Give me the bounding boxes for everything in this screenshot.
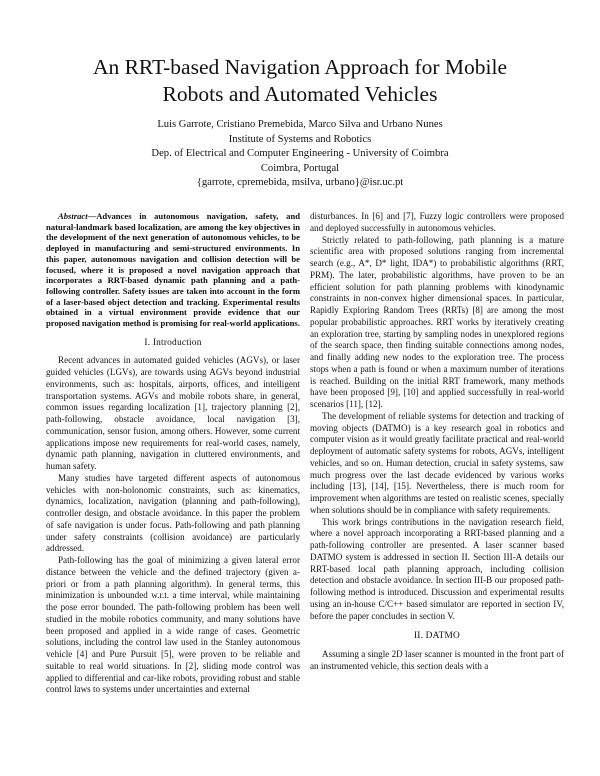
intro-paragraph-6: This work brings contributions in the navigation research field, where a novel approach incorporating a RRT-based planning and a path-following controller are presented. A laser scanner based DATMO system is addressed in section II. Section III-A details our RRT-based local path planning approach, including collision detection and obstacle avoidance. In section III-B our proposed path-following method is introduced. Discussion and experimental results using an in-house C/C++ based simulator are reported in section IV, before the paper concludes in section V. bbox=[310, 516, 564, 621]
abstract-label: Abstract bbox=[58, 211, 88, 221]
intro-paragraph-2: Many studies have targeted different aspects of autonomous vehicles with non-holonomic constraints, such as: kinematics, dynamics, localization, navigation (planning and path-following), controller design, and obstacle avoidance. In this paper the problem of safe navigation is under focus. Path-following and path planning under safety constraints (collision avoidance) are particularly addressed. bbox=[46, 472, 300, 554]
title-line-1: An RRT-based Navigation Approach for Mobile bbox=[92, 55, 508, 79]
section-heading-datmo: II. DATMO bbox=[413, 631, 461, 642]
affiliation-institute: Institute of Systems and Robotics bbox=[228, 133, 372, 145]
datmo-paragraph-1: Assuming a single 2D laser scanner is mounted in the front part of an instrumented vehicle, this section deals with a bbox=[310, 649, 564, 671]
author-block bbox=[60, 118, 540, 191]
intro-paragraph-4: Strictly related to path-following, path planning is a mature scientific area with proposed solutions ranging from incremental search (e.g., A*, D* light, IDA*) to probabilistic algorithms (RRT, PRM). The later, probabilistic algorithms, have proven to be an efficient solution for path planning problems with kinodynamic constraints in non-convex higher dimensional spaces. In particular, Rapidly Exploring Random Trees (RRTs) [8] are among the most popular probabilistic approaches. RRT works by iteratively creating an exploration tree, starting by sampling nodes in unexplored regions of the search space, then finding suitable connections among nodes, and finally adding new nodes to the exploration tree. The process stops when a path is found or when a maximum number of iterations is reached. Building on the initial RRT framework, many methods have been proposed [9], [10] and applied successfully in real-world scenarios [11], [12]. bbox=[310, 234, 564, 409]
affiliation-location: Coimbra, Portugal bbox=[260, 162, 340, 174]
affiliation-department: Dep. of Electrical and Computer Engineering - University of Coimbra bbox=[151, 148, 449, 160]
abstract-text: —Advances in autonomous navigation, safety, and natural-landmark based localization, are among the key objectives in the development of the next generation of autonomous vehicles, to be deployed in manufacturing and semi-structured environments. In this paper, autonomous navigation and collision detection will be focused, where it is proposed a novel navigation approach that incorporates a RRT-based dynamic path planning and a path-following controller. Safety issues are taken into account in the form of a laser-based object detection and tracking. Experimental results obtained in a virtual environment provide evidence that our proposed navigation method is promising for real-world applications. bbox=[46, 211, 300, 329]
author-emails: {garrote, cpremebida, msilva, urbano}@isr.uc.pt bbox=[196, 177, 404, 189]
intro-paragraph-3: Path-following has the goal of minimizing a given lateral error distance between the vehicle and the defined trajectory (given a-priori or from a path planning algorithm). In general terms, this minimization is unbounded w.r.t. a time interval, while maintaining the pose error bounded. The path-following problem has been well studied in the mobile robotics community, and many solutions have been proposed and applied in a wide range of cases. Geometric solutions, including the control law used in the Stanley autonomous vehicle [4] and Pure Pursuit [5], were proven to be reliable and suitable to real world situations. In [2], sliding mode control was applied to differential and car-like robots, providing robust and stable control laws to systems under uncertainties and external bbox=[46, 555, 300, 695]
intro-paragraph-3-continued: disturbances. In [6] and [7], Fuzzy logic controllers were proposed and deployed successfully in autonomous vehicles. bbox=[310, 211, 564, 233]
abstract bbox=[46, 211, 300, 329]
author-names: Luis Garrote, Cristiano Premebida, Marco Silva and Urbano Nunes bbox=[157, 119, 443, 130]
section-heading-introduction: I. Introduction bbox=[144, 337, 202, 348]
left-column bbox=[46, 211, 300, 696]
right-column bbox=[310, 211, 564, 673]
intro-paragraph-5: The development of reliable systems for detection and tracking of moving objects (DATMO) is a key research goal in robotics and computer vision as it would greatly facilitate practical and real-world deployment of automatic safety systems for robots, AGVs, intelligent vehicles, and so on. Human detection, crucial in safety systems, saw much progress over the last decade evidenced by various works including [13], [14], [15]. Nevertheless, there is much room for improvement when algorithms are tested on realistic scenes, specially when solutions should be in compliance with safety requirements. bbox=[310, 410, 564, 515]
intro-paragraph-1: Recent advances in automated guided vehicles (AGVs), or laser guided vehicles (LGVs), are towards using AGVs beyond industrial environments, such as: hospitals, airports, offices, and intelligent transportation systems. AGVs and mobile robots share, in general, common issues regarding localization [1], trajectory planning [2], path-following, obstacle avoidance, local navigation [3], communication, sensor fusion, among others. However, some current applications impose new requirements for real-world cases, namely, dynamic path planning, navigation in cluttered environments, and human safety. bbox=[46, 355, 300, 472]
paper-title bbox=[40, 54, 560, 108]
title-line-2: Robots and Automated Vehicles bbox=[162, 82, 438, 106]
